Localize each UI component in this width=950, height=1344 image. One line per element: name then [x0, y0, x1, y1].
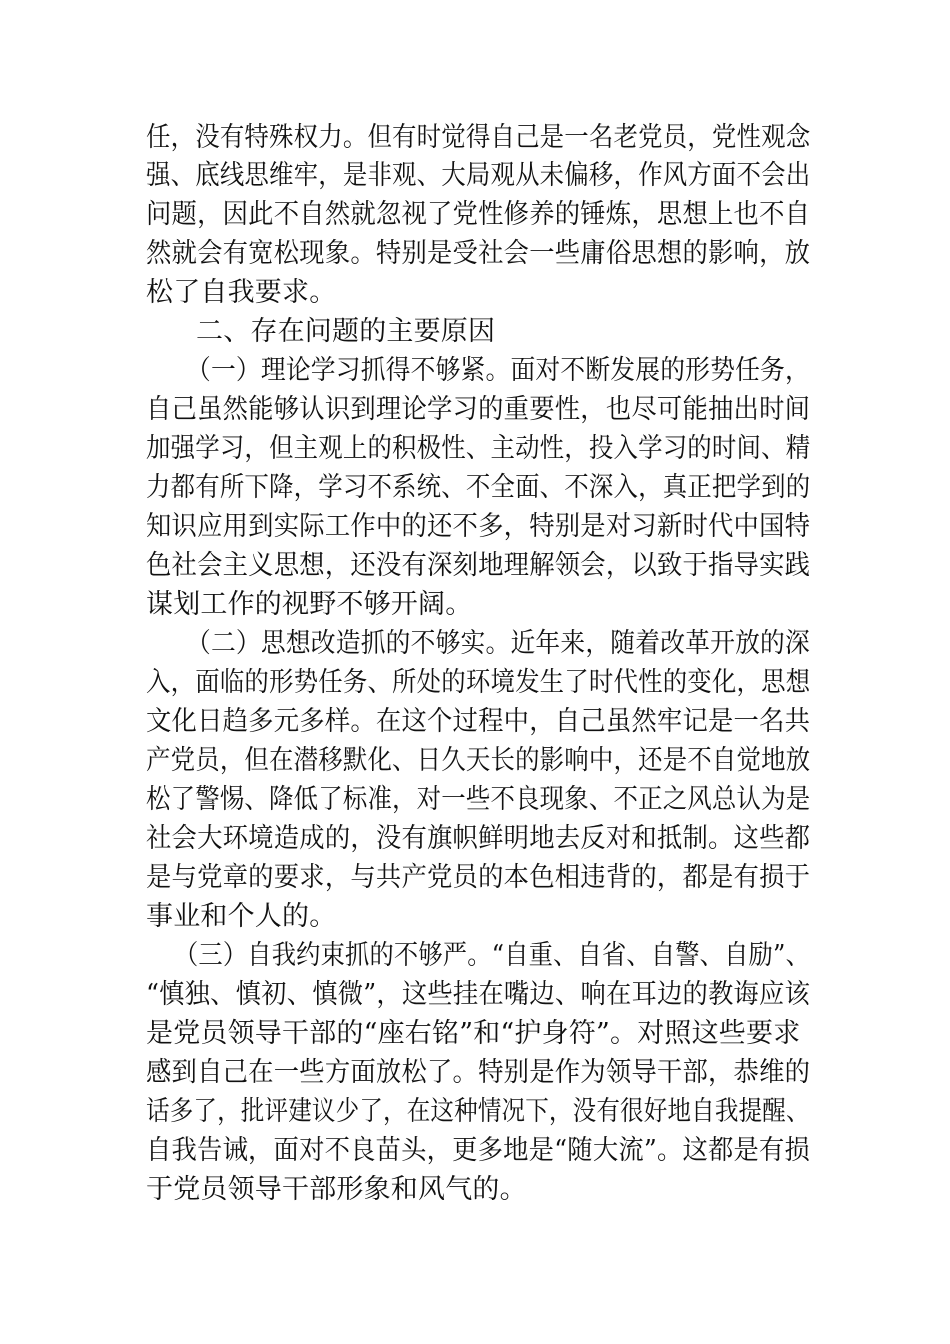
text-line: 任，没有特殊权力。但有时觉得自己是一名老党员，党性观念: [146, 122, 811, 153]
text-line: 色社会主义思想，还没有深刻地理解领会，以致于指导实践: [146, 550, 811, 581]
text-line: 加强学习，但主观上的积极性、主动性，投入学习的时间、精: [146, 433, 811, 464]
text-line: 于党员领导干部形象和风气的。: [146, 1174, 527, 1205]
text-line: 松了自我要求。: [146, 277, 337, 308]
text-line: 问题，因此不自然就忽视了党性修养的锤炼，思想上也不自: [146, 199, 811, 230]
text-line: 自己虽然能够认识到理论学习的重要性，也尽可能抽出时间: [146, 394, 811, 425]
text-line: 文化日趋多元多样。在这个过程中，自己虽然牢记是一名共: [146, 706, 811, 737]
text-line: 然就会有宽松现象。特别是受社会一些庸俗思想的影响，放: [146, 238, 811, 269]
text-line: 入，面临的形势任务、所处的环境发生了时代性的变化，思想: [146, 667, 811, 698]
text-line: “慎独、慎初、慎微”，这些挂在嘴边、响在耳边的教诲应该: [146, 979, 811, 1010]
text-line: 话多了，批评建议少了，在这种情况下，没有很好地自我提醒、: [146, 1096, 810, 1127]
paragraph-heading: （二）思想改造抓的不够实。近年来，随着改革开放的深: [186, 628, 810, 659]
text-line: 自我告诫，面对不良苗头，更多地是“随大流”。这都是有损: [146, 1135, 811, 1166]
text-line: 事业和个人的。: [146, 901, 337, 932]
text-line: 力都有所下降，学习不系统、不全面、不深入，真正把学到的: [146, 472, 811, 503]
text-line: 松了警惕、降低了标准，对一些不良现象、不正之风总认为是: [146, 784, 811, 815]
text-line: 是与党章的要求，与共产党员的本色相违背的，都是有损于: [146, 862, 811, 893]
text-line: 谋划工作的视野不够开阔。: [146, 589, 473, 620]
paragraph-heading: （三）自我约束抓的不够严。“自重、自省、自警、自励”、: [174, 940, 811, 971]
text-line: 产党员，但在潜移默化、日久天长的影响中，还是不自觉地放: [146, 745, 811, 776]
text-line: 知识应用到实际工作中的还不多，特别是对习新时代中国特: [146, 511, 811, 542]
text-line: 社会大环境造成的，没有旗帜鲜明地去反对和抵制。这些都: [146, 823, 811, 854]
section-heading: 二、存在问题的主要原因: [196, 316, 496, 347]
text-line: 感到自己在一些方面放松了。特别是作为领导干部，恭维的: [146, 1057, 811, 1088]
text-line: 是党员领导干部的“座右铭”和“护身符”。对照这些要求: [146, 1018, 801, 1049]
paragraph-heading: （一）理论学习抓得不够紧。面对不断发展的形势任务，: [186, 355, 810, 386]
text-line: 强、底线思维牢，是非观、大局观从未偏移，作风方面不会出: [146, 160, 811, 191]
